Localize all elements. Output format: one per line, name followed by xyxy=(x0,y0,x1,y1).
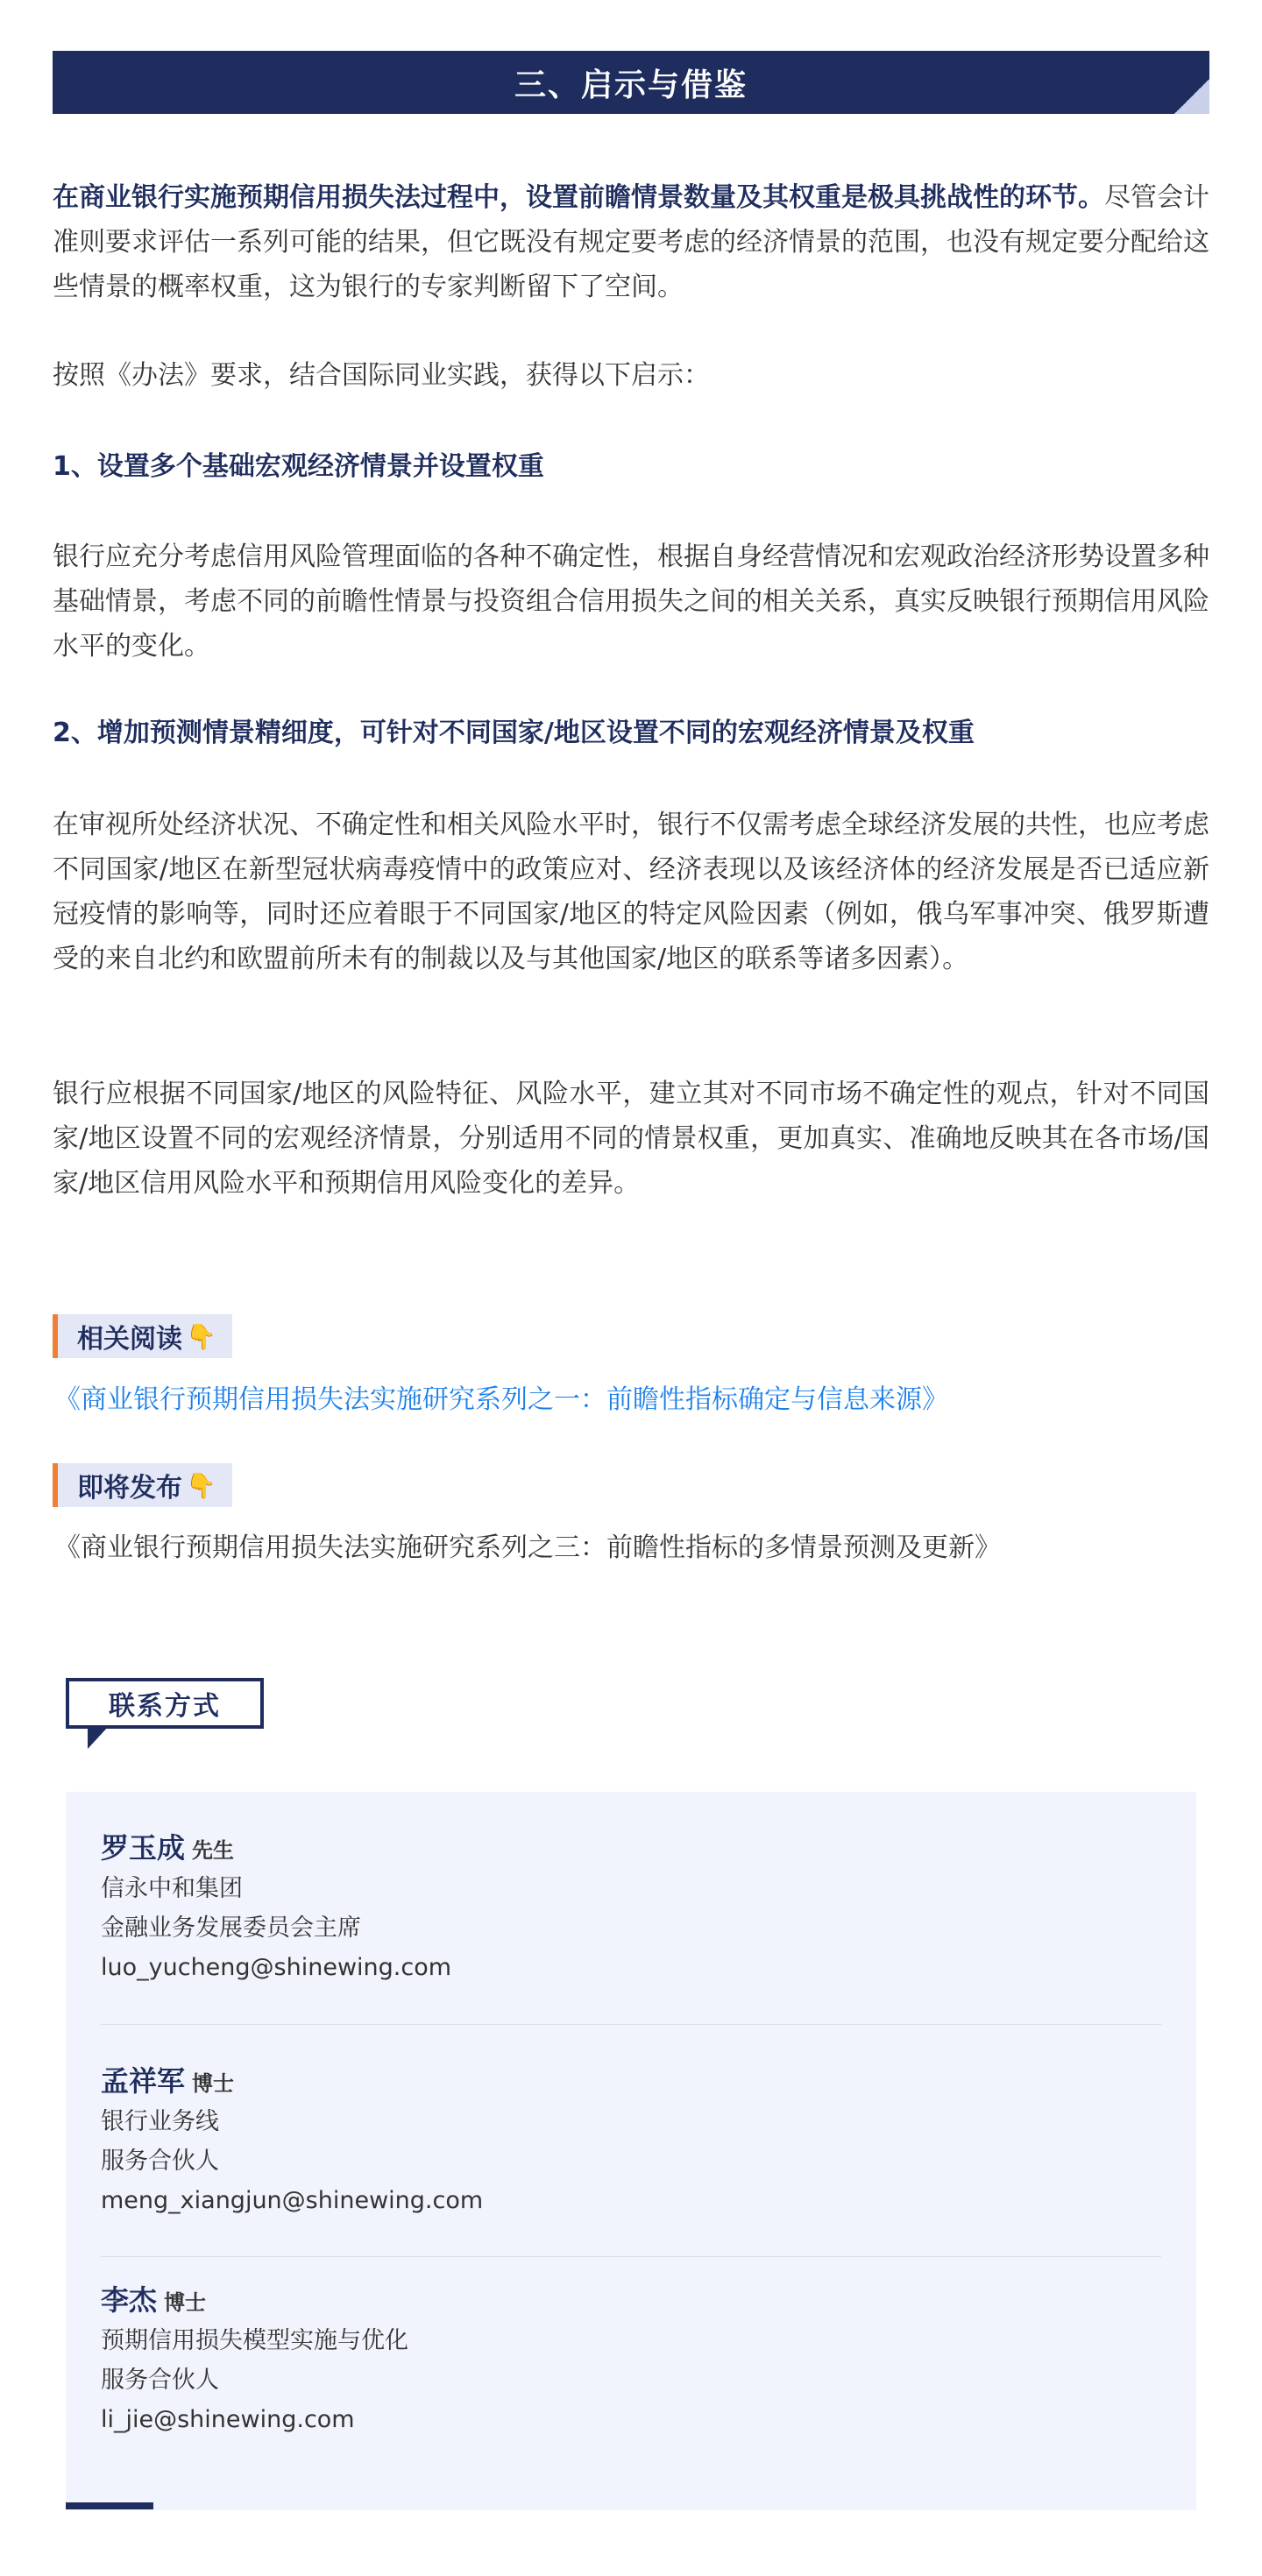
person-email[interactable]: li_jie@shinewing.com xyxy=(101,2406,355,2433)
upcoming-tag xyxy=(53,1463,232,1507)
person-name: 孟祥军 xyxy=(101,2064,186,2098)
upcoming-label: 即将发布 xyxy=(77,1473,182,1504)
related-article-link[interactable]: 《商业银行预期信用损失法实施研究系列之一：前瞻性指标确定与信息来源》 xyxy=(54,1384,948,1415)
person-org: 银行业务线 xyxy=(101,2108,219,2135)
contact-panel xyxy=(66,1792,1196,2510)
person-title: 博士 xyxy=(164,2290,207,2315)
point-2-paragraph-1: 在审视所处经济状况、不确定性和相关风险水平时，银行不仅需考虑全球经济发展的共性，也应考虑不同国家/地区在新型冠状病毒疫情中的政策应对、经济表现以及该经济体的经济发展是否已适应新冠疫情的影响等，同时还应着眼于不同国家/地区的特定风险因素（例如，俄乌军事冲突、俄罗斯遭受的来自北约和欧盟前所未有的制裁以及与其他国家/地区的联系等诸多因素）。 xyxy=(53,810,1209,974)
person-email[interactable]: meng_xiangjun@shinewing.com xyxy=(101,2187,484,2214)
person-name: 李杰 xyxy=(101,2283,158,2317)
contact-person xyxy=(101,2279,1161,2439)
point-down-icon: 👇 xyxy=(186,1470,216,1500)
lead-paragraph: 按照《办法》要求，结合国际同业实践，获得以下启示： xyxy=(53,360,710,391)
intro-highlight: 在商业银行实施预期信用损失法过程中，设置前瞻情景数量及其权重是极具挑战性的环节。 xyxy=(53,182,1104,213)
contact-divider xyxy=(101,2024,1161,2025)
section-title: 三、启示与借鉴 xyxy=(514,67,748,103)
point-1-heading: 1、设置多个基础宏观经济情景并设置权重 xyxy=(53,451,544,482)
person-role: 服务合伙人 xyxy=(101,2367,219,2394)
person-email[interactable]: luo_yucheng@shinewing.com xyxy=(101,1954,452,1981)
contact-person xyxy=(101,2060,1161,2220)
person-title: 博士 xyxy=(192,2071,235,2096)
intro-paragraph xyxy=(53,175,1209,309)
contact-divider xyxy=(101,2256,1161,2257)
page-fold-decoration xyxy=(1174,79,1209,114)
contact-label: 联系方式 xyxy=(66,1678,264,1729)
contact-person xyxy=(101,1827,1161,1987)
section-banner xyxy=(53,51,1209,114)
bottom-accent-bar xyxy=(66,2502,153,2509)
point-down-icon: 👇 xyxy=(186,1321,216,1351)
point-2-heading: 2、增加预测情景精细度，可针对不同国家/地区设置不同的宏观经济情景及权重 xyxy=(53,718,975,748)
person-org: 信永中和集团 xyxy=(101,1875,243,1902)
related-reading-label: 相关阅读 xyxy=(77,1324,182,1355)
intro-text: 尽管会计准则要求评估一系列可能的结果，但它既没有规定要考虑的经济情景的范围，也没有规定要分配给这些情景的概率权重，这为银行的专家判断留下了空间。 xyxy=(53,182,1209,302)
person-title: 先生 xyxy=(192,1838,235,1863)
upcoming-article-title: 《商业银行预期信用损失法实施研究系列之三：前瞻性指标的多情景预测及更新》 xyxy=(54,1532,1001,1563)
point-1-paragraph: 银行应充分考虑信用风险管理面临的各种不确定性，根据自身经营情况和宏观政治经济形势设置多种基础情景，考虑不同的前瞻性情景与投资组合信用损失之间的相关关系，真实反映银行预期信用风险水平的变化。 xyxy=(53,541,1209,662)
related-reading-tag xyxy=(53,1314,232,1358)
person-role: 服务合伙人 xyxy=(101,2148,219,2175)
speech-tail-decoration xyxy=(88,1726,109,1749)
person-org: 预期信用损失模型实施与优化 xyxy=(101,2327,408,2354)
point-2-paragraph-2: 银行应根据不同国家/地区的风险特征、风险水平，建立其对不同市场不确定性的观点，针对不同国家/地区设置不同的宏观经济情景，分别适用不同的情景权重，更加真实、准确地反映其在各市场/国家/地区信用风险水平和预期信用风险变化的差异。 xyxy=(53,1079,1209,1199)
person-role: 金融业务发展委员会主席 xyxy=(101,1914,361,1942)
person-name: 罗玉成 xyxy=(101,1831,186,1865)
